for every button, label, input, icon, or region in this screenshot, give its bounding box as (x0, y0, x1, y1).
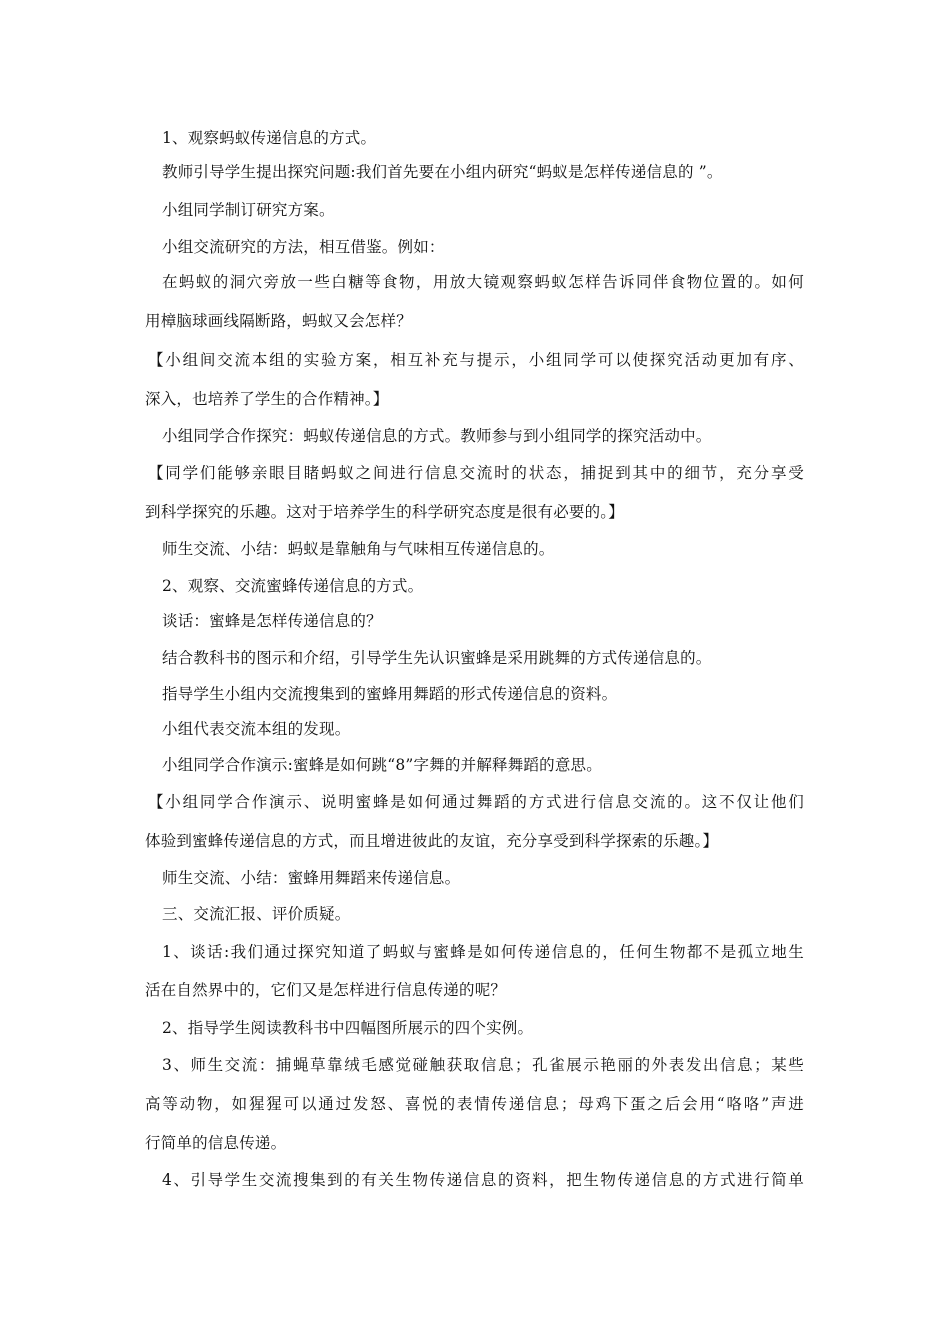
text-line: 师生交流、小结：蜜蜂用舞蹈来传递信息。 (162, 869, 461, 887)
text-line: 结合教科书的图示和介绍，引导学生先认识蜜蜂是采用跳舞的方式传递信息的。 (162, 649, 712, 667)
text-line: 小组交流研究的方法，相互借鉴。例如： (162, 238, 445, 256)
text-line: 4、引导学生交流搜集到的有关生物传递信息的资料，把生物传递信息的方式进行简单 (162, 1171, 804, 1189)
text-line: 【同学们能够亲眼目睹蚂蚁之间进行信息交流时的状态，捕捉到其中的细节，充分享受 (148, 464, 804, 482)
text-line: 深入，也培养了学生的合作精神。】 (145, 390, 389, 408)
text-line: 小组同学合作探究：蚂蚁传递信息的方式。教师参与到小组同学的探究活动中。 (162, 427, 712, 445)
text-line: 行简单的信息传递。 (145, 1134, 287, 1152)
text-line: 1、谈话:我们通过探究知道了蚂蚁与蜜蜂是如何传递信息的，任何生物都不是孤立地生 (162, 943, 804, 961)
text-line: 三、交流汇报、评价质疑。 (162, 905, 351, 923)
text-line: 2、指导学生阅读教科书中四幅图所展示的四个实例。 (162, 1019, 534, 1037)
text-line: 小组同学制订研究方案。 (162, 201, 335, 219)
text-line: 谈话：蜜蜂是怎样传递信息的？ (162, 612, 382, 630)
text-line: 指导学生小组内交流搜集到的蜜蜂用舞蹈的形式传递信息的资料。 (162, 685, 618, 703)
text-line: 师生交流、小结：蚂蚁是靠触角与气味相互传递信息的。 (162, 540, 555, 558)
text-line: 3、师生交流：捕蝇草靠绒毛感觉碰触获取信息；孔雀展示艳丽的外表发出信息；某些 (162, 1056, 804, 1074)
text-line: 用樟脑球画线隔断路，蚂蚁又会怎样？ (145, 312, 412, 330)
text-line: 小组代表交流本组的发现。 (162, 720, 351, 738)
text-line: 到科学探究的乐趣。这对于培养学生的科学研究态度是很有必要的。】 (145, 503, 624, 521)
text-line: 高等动物，如猩猩可以通过发怒、喜悦的表情传递信息；母鸡下蛋之后会用“咯咯”声进 (145, 1095, 804, 1113)
text-line: 小组同学合作演示:蜜蜂是如何跳“8”字舞的并解释舞蹈的意思。 (162, 756, 602, 774)
text-line: 2、观察、交流蜜蜂传递信息的方式。 (162, 577, 424, 595)
text-line: 【小组间交流本组的实验方案，相互补充与提示，小组同学可以使探究活动更加有序、 (148, 351, 804, 369)
text-line: 教师引导学生提出探究问题:我们首先要在小组内研究“蚂蚁是怎样传递信息的 ”。 (162, 163, 723, 181)
text-line: 【小组同学合作演示、说明蜜蜂是如何通过舞蹈的方式进行信息交流的。这不仅让他们 (148, 793, 804, 811)
text-line: 1、观察蚂蚁传递信息的方式。 (162, 129, 377, 147)
text-line: 在蚂蚁的洞穴旁放一些白糖等食物，用放大镜观察蚂蚁怎样告诉同伴食物位置的。如何 (162, 273, 804, 291)
text-line: 活在自然界中的，它们又是怎样进行信息传递的呢？ (145, 981, 507, 999)
text-line: 体验到蜜蜂传递信息的方式，而且增进彼此的友谊，充分享受到科学探索的乐趣。】 (145, 832, 719, 850)
